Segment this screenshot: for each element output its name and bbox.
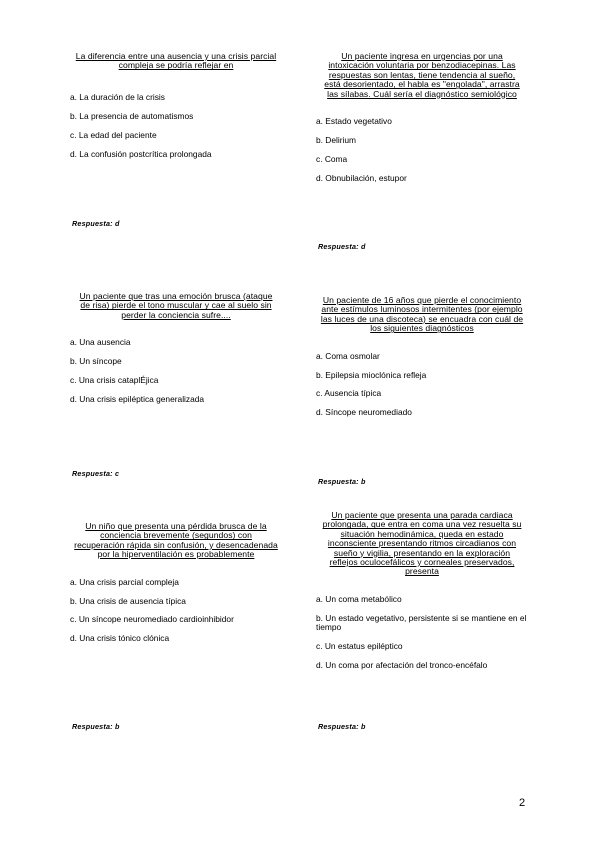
option-a: a. Una ausencia [70,337,131,348]
option-c: c. Coma [316,153,348,164]
option-b: b. Delirium [316,134,357,145]
answer-label: Respuesta: d [318,242,366,251]
option-b: b. Un estado vegetativo, persistente si se mantiene en el tiempo [316,612,527,633]
question-text: La diferencia entre una ausencia y una crisis parcial compleja se podría reflejar en [75,51,277,71]
option-d: d. Una crisis tónico clónica [70,633,170,644]
question-text: Un paciente de 16 años que pierde el conocimiento ante estímulos luminosos intermitentes (por ejemplo las luces de una discoteca) se encuadra con cuál de los siguientes diagnósticos [320,295,524,334]
question-block-3 [70,292,282,414]
option-c: c. Un síncope neuromediado cardioinhibidor [70,614,234,625]
answer-label: Respuesta: b [72,722,120,731]
option-b: b. Epilepsia mioclónica refleja [316,369,427,380]
option-a: a. Una crisis parcial compleja [70,576,179,587]
option-d: d. Síncope neuromediado [316,407,412,418]
page-number: 2 [519,797,526,809]
option-a: a. Estado vegetativo [316,116,392,127]
answer-label: Respuesta: d [72,219,120,228]
answer-label: Respuesta: b [318,722,366,731]
question-block-4 [316,296,528,427]
option-b: b. Una crisis de ausencia típica [70,595,186,606]
option-a: a. Coma osmolar [316,350,380,361]
option-d: d. Un coma por afectación del tronco-encéfalo [316,659,488,670]
option-d: d. Obnubilación, estupor [316,172,407,183]
option-c: c. Una crisis cataplÉjica [70,375,159,386]
answer-label: Respuesta: b [318,477,366,486]
question-text: Un paciente que tras una emoción brusca (ataque de risa) pierde el tono muscular y cae al suelo sin perder la conciencia sufre.... [79,291,273,320]
question-text: Un paciente ingresa en urgencias por una intoxicación voluntaria por benzodiacepinas. Las respuestas son lentas, tiene tendencia al sueño, está desorientado, el habla es "engolada", arrastra las sílabas. Cuál sería el diagnóstico semiológico [324,51,520,99]
question-text: Un niño que presenta una pérdida brusca de la conciencia brevemente (segundos) con recuperación rápida sin confusión, y desencadenada por la hiperventilación es probablemente [74,521,278,560]
question-block-2 [316,52,528,193]
question-text: Un paciente que presenta una parada cardiaca prolongada, que entra en coma una vez resuelta su situación hemodinámica, queda en estado inconsciente presentando ritmos circadianos con sueño y vigilia, presentando en la exploración reflejos oculocefálicos y corneales preservados, presenta [322,510,522,577]
question-block-5 [70,522,282,653]
question-block-6 [316,511,528,680]
option-b: b. Un síncope [70,356,122,367]
option-c: c. La edad del paciente [70,129,157,140]
option-c: c. Un estatus epiléptico [316,641,403,652]
option-d: d. Una crisis epiléptica generalizada [70,393,205,404]
option-b: b. La presencia de automatismos [70,110,194,121]
question-block-1 [70,52,282,168]
option-a: a. La duración de la crisis [70,91,165,102]
option-a: a. Un coma metabólico [316,593,402,604]
option-c: c. Ausencia típica [316,388,382,399]
option-d: d. La confusión postcrítica prolongada [70,148,212,159]
answer-label: Respuesta: c [72,469,120,478]
